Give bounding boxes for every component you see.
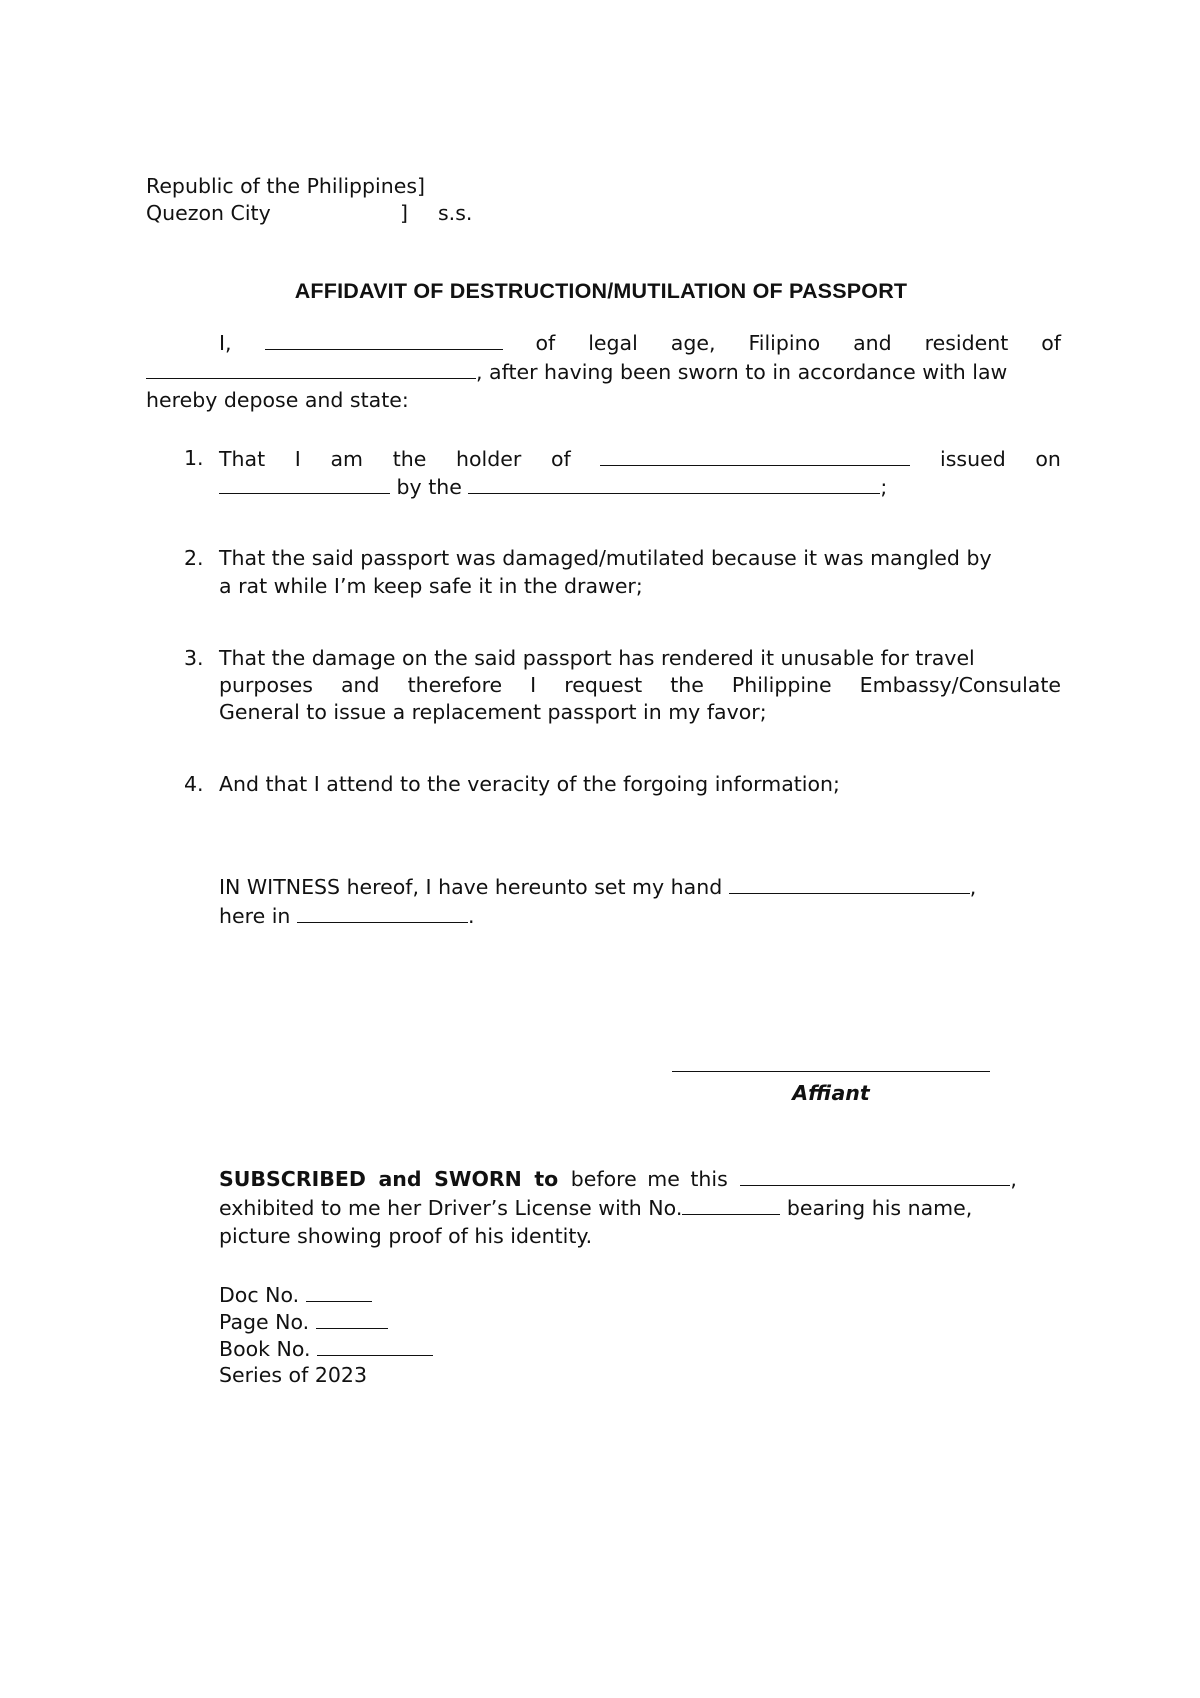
item-4-line-1: And that I attend to the veracity of the forgoing information; xyxy=(219,772,840,796)
venue-city: Quezon City xyxy=(146,201,271,225)
issuing-office-blank[interactable] xyxy=(468,473,880,494)
intro-line-3: hereby depose and state: xyxy=(146,388,409,412)
item-3-line-1: That the damage on the said passport has rendered it unusable for travel xyxy=(219,646,975,670)
item-2-number: 2. xyxy=(184,546,204,570)
witness-date-blank[interactable] xyxy=(729,873,970,894)
venue-line-1 xyxy=(146,173,425,200)
item-1-number: 1. xyxy=(184,446,204,470)
item-1-line-1: That I am the holder of issued on xyxy=(219,447,1061,471)
book-no-line: Book No. xyxy=(219,1335,433,1363)
affiant-signature-line[interactable] xyxy=(672,1071,990,1072)
page-no-blank[interactable] xyxy=(316,1308,388,1329)
witness-place-blank[interactable] xyxy=(297,902,468,923)
doc-no-line: Doc No. xyxy=(219,1281,372,1309)
document-title: AFFIDAVIT OF DESTRUCTION/MUTILATION OF PASSPORT xyxy=(294,279,908,303)
item-3-number: 3. xyxy=(184,646,204,670)
item-2-line-2: a rat while I’m keep safe it in the drawer; xyxy=(219,574,643,598)
witness-line-1: IN WITNESS hereof, I have hereunto set my hand , xyxy=(219,875,977,899)
intro-line-1: I, of legal age, Filipino and resident of xyxy=(219,331,1061,355)
residence-blank[interactable] xyxy=(146,358,476,379)
issue-date-blank[interactable] xyxy=(219,473,390,494)
affiant-label: Affiant xyxy=(792,1081,870,1105)
jurat-line-3: picture showing proof of his identity. xyxy=(219,1224,593,1248)
item-1-line-2: by the ; xyxy=(219,473,887,501)
jurat-date-blank[interactable] xyxy=(740,1165,1010,1186)
license-number-blank[interactable] xyxy=(682,1194,780,1215)
passport-number-blank[interactable] xyxy=(600,445,910,466)
venue-line-2 xyxy=(146,200,476,227)
venue-country: Republic of the Philippines] xyxy=(146,174,426,198)
doc-no-blank[interactable] xyxy=(306,1281,372,1302)
witness-line-2: here in . xyxy=(219,904,475,928)
item-3-line-3: General to issue a replacement passport in my favor; xyxy=(219,700,767,724)
affiant-name-blank[interactable] xyxy=(265,329,503,350)
item-4-number: 4. xyxy=(184,772,204,796)
jurat-line-2: exhibited to me her Driver’s License with No. bearing his name, xyxy=(219,1196,973,1220)
intro-line-2: , after having been sworn to in accordance with law xyxy=(146,358,1007,386)
item-2-line-1: That the said passport was damaged/mutilated because it was mangled by xyxy=(219,546,992,570)
book-no-blank[interactable] xyxy=(317,1335,433,1356)
venue-bracket: ] xyxy=(400,201,408,225)
series-line: Series of 2023 xyxy=(219,1363,368,1387)
jurat-line-1: SUBSCRIBED and SWORN to before me this , xyxy=(219,1167,1017,1191)
page-no-line: Page No. xyxy=(219,1308,388,1336)
venue-ss: s.s. xyxy=(438,201,473,225)
item-3-line-2 xyxy=(219,672,1061,699)
item-3-line-2-text: purposes and therefore I request the Philippine Embassy/Consulate xyxy=(219,673,1061,697)
